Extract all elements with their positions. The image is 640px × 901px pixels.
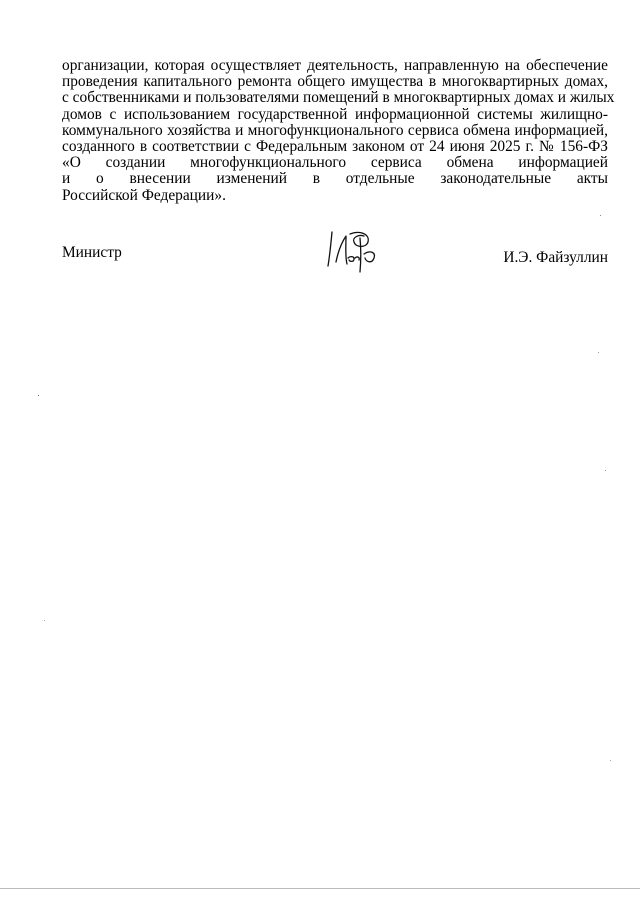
text-line: домов с использованием государственной информационной системы жилищно- xyxy=(62,105,608,123)
signature-block xyxy=(62,244,608,284)
text-line: проведения капитального ремонта общего имущества в многоквартирных домах, xyxy=(62,73,608,91)
signatory-role: Министр xyxy=(62,244,122,261)
text-line: Российской Федерации». xyxy=(62,186,226,204)
text-line: созданного в соответствии с Федеральным законом от 24 июня 2025 г. № 156-ФЗ xyxy=(62,137,608,155)
signatory-name: И.Э. Файзуллин xyxy=(503,249,608,266)
text-line: «О создании многофункционального сервиса обмена информацией xyxy=(62,154,608,172)
text-line: с собственниками и пользователями помещений в многоквартирных домах и жилых xyxy=(62,89,615,107)
text-line: организации, которая осуществляет деятельность, направленную на обеспечение xyxy=(62,57,608,74)
text-line: коммунального хозяйства и многофункционального сервиса обмена информацией, xyxy=(62,121,608,139)
handwritten-signature-icon xyxy=(324,228,394,278)
document-body-text xyxy=(62,57,615,204)
text-line: и о внесении изменений в отдельные законодательные акты xyxy=(62,170,608,188)
